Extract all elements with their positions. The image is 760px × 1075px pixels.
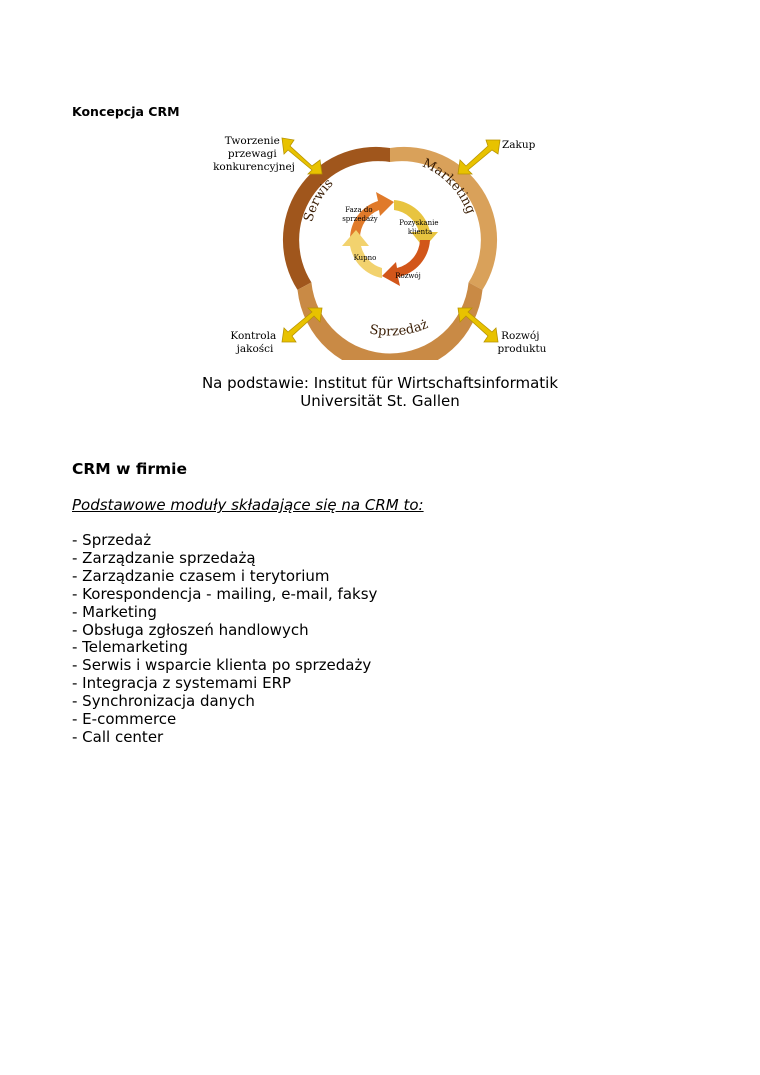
list-item: - Zarządzanie sprzedażą [72, 548, 256, 567]
cycle-label-rozwoj: Rozwój [395, 272, 421, 280]
label-kontrola-jakosci: Kontrola jakości [230, 330, 277, 355]
list-item: - Call center [72, 727, 164, 746]
diagram-heading: Koncepcja CRM [72, 104, 180, 119]
list-item: - Zarządzanie czasem i terytorium [72, 566, 330, 585]
section-title: CRM w firmie [72, 460, 187, 478]
list-item: - Integracja z systemami ERP [72, 674, 292, 693]
ring-label-serwis: Serwis [301, 176, 337, 224]
diagram-source-line-2: Universität St. Gallen [300, 392, 460, 410]
cycle-label-kupno: Kupno [353, 254, 377, 262]
ring-label-sprzedaz: Sprzedaż [368, 317, 431, 340]
diagram-source-line-1: Na podstawie: Institut für Wirtschaftsinformatik [201, 374, 559, 392]
double-arrow-top-right-icon [458, 140, 500, 174]
list-item: - Telemarketing [72, 638, 188, 657]
list-item: - Obsługa zgłoszeń handlowych [72, 620, 309, 639]
crm-concept-diagram [210, 128, 550, 360]
cycle-label-pozyskanie: Pozyskanie klienta [399, 219, 439, 236]
ring-segment-sprzedaz [298, 282, 483, 360]
list-item: - E-commerce [72, 710, 177, 729]
cycle-label-faza: Faza do sprzedaży [342, 206, 378, 223]
list-item: - Marketing [72, 602, 157, 621]
list-item: - Serwis i wsparcie klienta po sprzedaży [72, 656, 372, 675]
module-list [72, 532, 377, 747]
list-item: - Sprzedaż [72, 531, 152, 549]
label-rozwoj-produktu: Rozwój produktu [497, 330, 547, 355]
list-item: - Synchronizacja danych [72, 692, 255, 711]
label-tworzenie-przewagi: Tworzenie przewagi konkurencyjnej [213, 135, 295, 173]
ring-label-marketing: Marketing [420, 155, 479, 217]
list-item: - Korespondencja - mailing, e-mail, faksy [72, 584, 378, 603]
section-subtitle: Podstawowe moduły składające się na CRM to: [72, 496, 424, 514]
label-zakup: Zakup [502, 139, 536, 151]
